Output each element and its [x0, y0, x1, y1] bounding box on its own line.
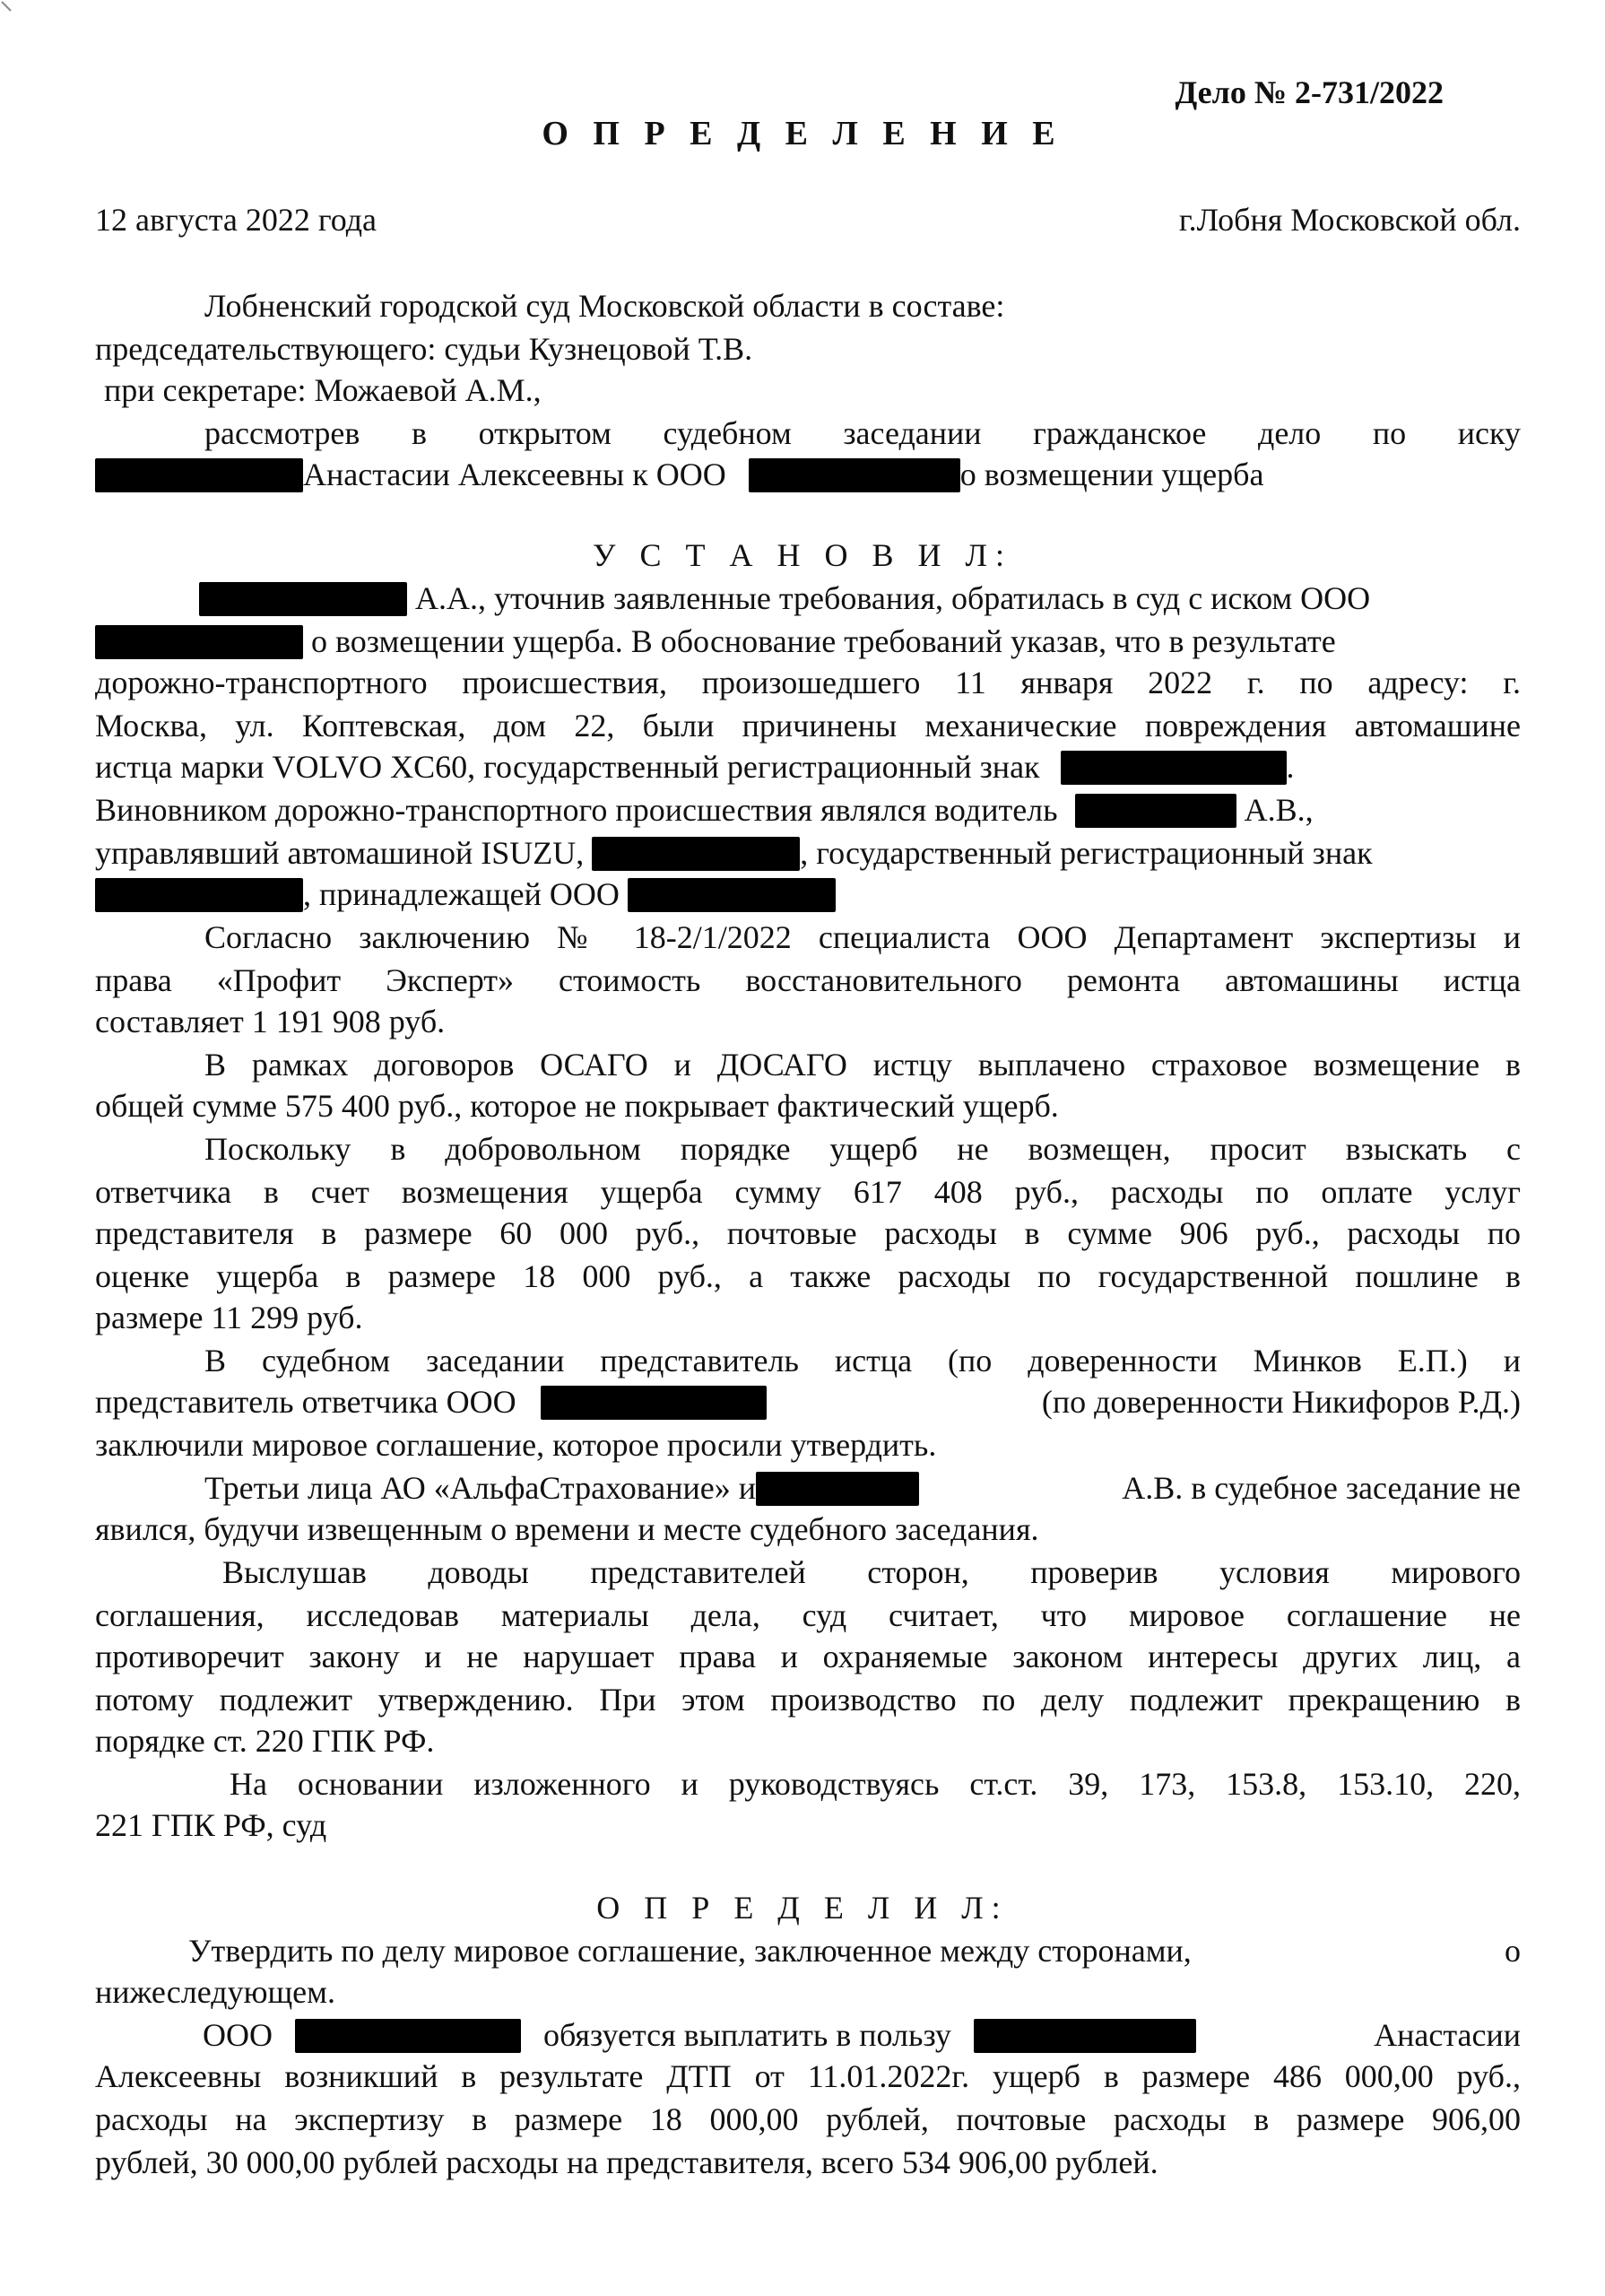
established-line-29: На основании изложенного и руководствуясь ст.ст. 39, 173, 153.8, 153.10, 220, — [230, 1766, 1521, 1802]
established-line-18: размере 11 299 руб. — [95, 1300, 363, 1335]
established-line-28: порядке ст. 220 ГПК РФ. — [95, 1723, 435, 1759]
established-line-12: В рамках договоров ОСАГО и ДОСАГО истцу выплачено страховое возмещение в — [204, 1047, 1521, 1083]
date-place-line — [95, 199, 1521, 240]
established-line-27: потому подлежит утверждению. При этом производство по делу подлежит прекращению в — [95, 1682, 1521, 1718]
intro-line-2: председательствующего: судьи Кузнецовой Т.В. — [95, 331, 753, 367]
established-line-17: оценке ущерба в размере 18 000 руб., а также расходы по государственной пошлине в — [95, 1258, 1521, 1294]
document-title: О П Р Е Д Е Л Е Н И Е — [542, 115, 1063, 152]
established-line-5: истца марки VOLVO XC60, государственный регистрационный знак . — [95, 749, 1295, 785]
established-line-8: , принадлежащей ООО — [95, 874, 1521, 915]
intro-line-1: Лобненский городской суд Московской области в составе: — [204, 288, 1005, 324]
redaction-bar — [592, 837, 800, 871]
redaction-bar — [756, 1472, 919, 1506]
established-line-20: представитель ответчика ООО (по доверенности Никифоров Р.Д.) — [95, 1384, 1521, 1420]
redaction-bar — [295, 2019, 521, 2053]
established-line-10: права «Профит Эксперт» стоимость восстановительного ремонта автомашины истца — [95, 962, 1521, 998]
redaction-bar — [95, 625, 303, 659]
redaction-bar — [749, 458, 960, 492]
heading-ruled: О П Р Е Д Е Л И Л: — [596, 1890, 1009, 1926]
established-line-1: А.А., уточнив заявленные требования, обратилась в суд с иском ООО — [199, 578, 1521, 619]
established-line-4: Москва, ул. Коптевская, дом 22, были причинены механические повреждения автомашине — [95, 708, 1521, 744]
ruled-line-4: Алексеевны возникший в результате ДТП от 11.01.2022г. ущерб в размере 486 000,00 руб., — [95, 2058, 1521, 2094]
established-line-19: В судебном заседании представитель истца (по доверенности Минков Е.П.) и — [204, 1343, 1521, 1378]
redaction-bar — [199, 582, 407, 616]
document-place: г.Лобня Московской обл. — [1178, 202, 1521, 238]
scan-corner-mark — [0, 0, 13, 13]
established-line-6: Виновником дорожно-транспортного происшествия являлся водитель А.В., — [95, 792, 1314, 828]
redaction-bar — [1075, 794, 1236, 828]
established-line-15: ответчика в счет возмещения ущерба сумму 617 408 руб., расходы по оплате услуг — [95, 1174, 1521, 1210]
case-number: Дело № 2-731/2022 — [1175, 74, 1444, 110]
document-date: 12 августа 2022 года — [95, 202, 377, 238]
redaction-bar — [95, 878, 303, 912]
ruled-line-3: ООО обязуется выплатить в пользу Анастасии — [203, 2017, 1521, 2053]
redaction-bar — [628, 878, 836, 912]
intro-line-4: рассмотрев в открытом судебном заседании гражданское дело по иску — [204, 415, 1521, 451]
ruled-line-5: расходы на экспертизу в размере 18 000,00 рублей, почтовые расходы в размере 906,00 — [95, 2101, 1521, 2137]
established-line-25: соглашения, исследовав материалы дела, суд считает, что мировое соглашение не — [95, 1597, 1521, 1633]
established-line-13: общей сумме 575 400 руб., которое не покрывает фактический ущерб. — [95, 1088, 1059, 1124]
established-line-2: о возмещении ущерба. В обоснование требований указав, что в результате — [95, 621, 1521, 662]
redaction-bar — [974, 2019, 1196, 2053]
redaction-bar — [1061, 751, 1287, 785]
established-line-24: Выслушав доводы представителей сторон, проверив условия мирового — [222, 1554, 1521, 1590]
heading-established: У С Т А Н О В И Л: — [593, 537, 1012, 573]
established-line-7: управлявший автомашиной ISUZU, , государственный регистрационный знак — [95, 835, 1373, 871]
established-line-26: противоречит закону и не нарушает права и охраняемые законом интересы других лиц, а — [95, 1639, 1521, 1674]
established-line-14: Поскольку в добровольном порядке ущерб не возмещен, просит взыскать с — [204, 1131, 1521, 1167]
established-line-16: представителя в размере 60 000 руб., почтовые расходы в сумме 906 руб., расходы по — [95, 1215, 1521, 1251]
ruled-line-6: рублей, 30 000,00 рублей расходы на представителя, всего 534 906,00 рублей. — [95, 2144, 1158, 2180]
established-line-30: 221 ГПК РФ, суд — [95, 1807, 327, 1843]
established-line-9: Согласно заключению № 18-2/1/2022 специалиста ООО Департамент экспертизы и — [204, 919, 1521, 955]
established-line-21: заключили мировое соглашение, которое просили утвердить. — [95, 1427, 937, 1463]
established-line-3: дорожно-транспортного происшествия, произошедшего 11 января 2022 г. по адресу: г. — [95, 665, 1521, 700]
redaction-bar — [95, 458, 303, 492]
established-line-22: Третьи лица АО «АльфаСтрахование» и А.В. в судебное заседание не — [204, 1470, 1521, 1506]
intro-line-3: при секретаре: Можаевой А.М., — [104, 372, 542, 408]
intro-line-5: Анастасии Алексеевны к ООО о возмещении ущерба — [95, 454, 1521, 495]
established-line-23: явился, будучи извещенным о времени и месте судебного заседания. — [95, 1511, 1039, 1547]
established-line-11: составляет 1 191 908 руб. — [95, 1004, 446, 1039]
redaction-bar — [541, 1386, 767, 1420]
ruled-line-2: нижеследующем. — [95, 1974, 335, 2010]
ruled-line-1: Утвердить по делу мировое соглашение, заключенное между сторонами, о — [188, 1933, 1521, 1969]
